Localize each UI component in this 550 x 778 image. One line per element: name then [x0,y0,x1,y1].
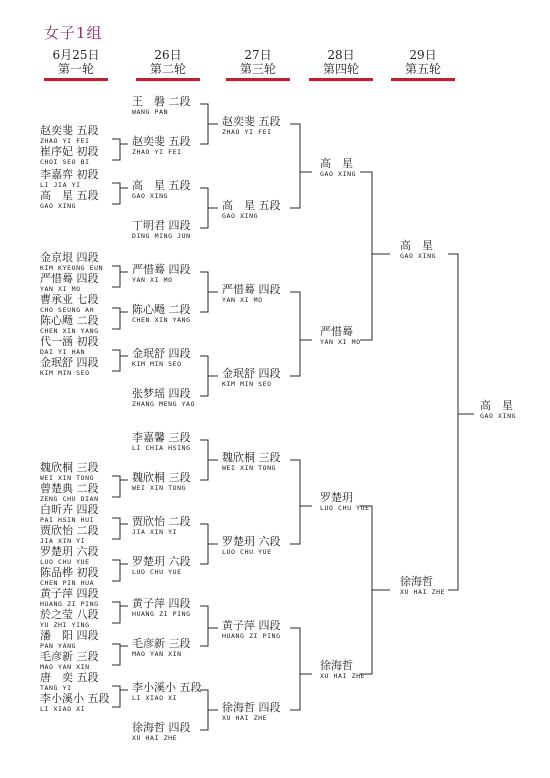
round-header-underline [391,78,455,81]
player-romanized: DING MING JUN [132,232,191,240]
round-label: 第二轮 [149,62,186,76]
player-romanized: ZHAO YI FEI [40,137,90,145]
player-name: 代一涵 初段 [40,335,99,348]
round3-bracket [290,292,312,376]
player-romanized: KIM KYEONG EUN [40,264,104,272]
player-romanized: CHEN PIN HUA [40,579,95,587]
player-romanized: XU HAI ZHE [400,588,446,596]
player-name: 高 星 [320,157,353,170]
round-label: 第一轮 [57,62,94,76]
player-romanized: LUO CHU YUE [222,548,272,556]
round-header-2 [130,48,206,76]
player-name: 金珉舒 四段 [222,367,281,380]
player-name: 魏欣桐 三段 [222,451,281,464]
round3-bracket [290,124,312,208]
player-name: 潘 阳 四段 [40,629,99,642]
player-name: 贾欣怡 二段 [40,524,99,537]
player-name: 贾欣怡 二段 [132,515,191,528]
player-name: 黄子萍 四段 [40,587,99,600]
round3-bracket [290,460,312,544]
player-romanized: KIM MIN SEO [222,380,272,388]
player-name: 徐海哲 [400,575,433,588]
player-romanized: ZHAO YI FEI [222,128,272,136]
round1-bracket [112,139,128,160]
round-header-underline [309,78,373,81]
round-header-1 [38,48,114,76]
round-header-3 [220,48,296,76]
player-romanized: WEI XIN TONG [222,464,277,472]
round-date: 29日 [409,48,437,62]
round-header-5 [385,48,461,76]
round2-bracket [200,104,218,144]
round1-bracket [112,183,128,204]
player-romanized: XU HAI ZHE [132,734,178,742]
player-romanized: ZHAO YI FEI [132,148,182,156]
player-name: 罗楚玥 六段 [132,555,191,568]
player-name: 赵奕斐 五段 [132,135,191,148]
player-romanized: LUO CHU YUE [320,504,370,512]
round1-bracket [112,266,128,287]
player-name: 高 星 [400,239,433,252]
player-name: 毛彦新 三段 [40,650,99,663]
player-romanized: CHO SEUNG AH [40,306,95,314]
player-name: 於之莹 八段 [40,608,99,621]
player-name: 赵奕斐 五段 [40,124,99,137]
player-romanized: CHEN XIN YANG [40,327,99,335]
player-name: 高 星 五段 [40,189,99,202]
player-romanized: LI XIAO XI [40,705,86,713]
player-name: 严惜蓦 四段 [222,283,281,296]
player-romanized: XU HAI ZHE [320,672,366,680]
player-name: 徐海哲 四段 [132,721,191,734]
player-name: 罗楚玥 六段 [40,545,99,558]
player-name: 黄子萍 四段 [132,597,191,610]
player-name: 徐海哲 [320,659,353,672]
player-name: 白昕卉 四段 [40,503,99,516]
player-romanized: GAO XING [320,170,357,178]
player-romanized: ZENG CHU DIAN [40,495,99,503]
round1-bracket [112,644,128,665]
player-name: 金京垠 四段 [40,251,99,264]
player-romanized: GAO XING [480,412,517,420]
round-header-underline [44,78,108,81]
player-romanized: ZHANG MENG YAO [132,400,196,408]
player-romanized: LI XIAO XI [132,694,178,702]
player-romanized: JIA XIN YI [132,528,178,536]
round1-bracket [112,350,128,371]
round1-bracket [112,686,128,707]
round2-bracket [200,606,218,646]
player-name: 张梦瑶 四段 [132,387,191,400]
player-romanized: TANG YI [40,684,72,692]
round1-bracket [112,476,128,497]
round1-bracket [112,602,128,623]
player-name: 魏欣桐 三段 [40,461,99,474]
player-romanized: LI JIA YI [40,181,81,189]
round3-bracket [290,628,312,710]
player-name: 李小溪小 五段 [40,692,110,705]
player-romanized: GAO XING [132,192,169,200]
player-romanized: PAN YANG [40,642,77,650]
player-romanized: HUANG ZI PING [132,610,191,618]
player-romanized: PAI HSIN HUI [40,516,95,524]
round-header-underline [136,78,200,81]
player-name: 金珉舒 四段 [132,347,191,360]
player-name: 崔序妃 初段 [40,145,99,158]
round-label: 第五轮 [404,62,441,76]
player-romanized: WEI XIN TONG [40,474,95,482]
round-date: 6月25日 [52,48,100,62]
player-romanized: CHEN XIN YANG [132,316,191,324]
round2-bracket [200,272,218,312]
player-name: 赵奕斐 五段 [222,115,281,128]
player-name: 徐海哲 四段 [222,701,281,714]
player-name: 高 星 [480,399,513,412]
player-romanized: DAI YI HAN [40,348,86,356]
round1-bracket [112,308,128,329]
player-name: 罗楚玥 [320,491,353,504]
player-romanized: GAO XING [40,202,77,210]
player-romanized: LI CHIA HSING [132,444,191,452]
player-name: 丁明君 四段 [132,219,191,232]
player-name: 陈心飏 二段 [40,314,99,327]
player-romanized: CHOI SEO BI [40,158,90,166]
player-name: 陈心飏 二段 [132,303,191,316]
group-title: 女子1组 [44,24,103,42]
round2-bracket [200,356,218,396]
round-date: 27日 [244,48,272,62]
player-romanized: HUANG ZI PING [40,600,99,608]
player-name: 陈品桦 初段 [40,566,99,579]
player-name: 严惜蓦 四段 [132,263,191,276]
player-romanized: MAO YAN XIN [40,663,90,671]
player-romanized: GAO XING [400,252,437,260]
player-name: 严惜蓦 [320,325,353,338]
player-name: 曹承亚 七段 [40,293,99,306]
player-name: 毛彦新 三段 [132,637,191,650]
player-name: 魏欣桐 三段 [132,471,191,484]
player-name: 李嘉弈 初段 [40,168,99,181]
round4-bracket [360,506,390,674]
round1-bracket [112,518,128,539]
round4-bracket [360,172,390,340]
player-romanized: GAO XING [222,212,259,220]
round-label: 第四轮 [322,62,359,76]
player-romanized: YAN XI MO [320,338,361,346]
round-label: 第三轮 [239,62,276,76]
player-romanized: XU HAI ZHE [222,714,268,722]
player-romanized: YAN XI MO [40,285,81,293]
player-name: 李嘉馨 三段 [132,431,191,444]
player-romanized: HUANG ZI PING [222,632,281,640]
round2-bracket [200,690,218,730]
player-name: 罗楚玥 六段 [222,535,281,548]
player-romanized: JIA XIN YI [40,537,86,545]
player-name: 高 星 五段 [222,199,281,212]
round2-bracket [200,440,218,480]
player-romanized: YAN XI MO [132,276,173,284]
round-header-underline [226,78,290,81]
player-romanized: WANG PAN [132,108,169,116]
round1-bracket [112,560,128,581]
player-name: 曾楚典 二段 [40,482,99,495]
round-date: 28日 [327,48,355,62]
player-romanized: LUO CHU YUE [40,558,90,566]
player-name: 黄子萍 四段 [222,619,281,632]
player-romanized: MAO YAN XIN [132,650,182,658]
round-date: 26日 [154,48,182,62]
round2-bracket [200,524,218,564]
round-header-4 [303,48,379,76]
player-name: 唐 奕 五段 [40,671,99,684]
player-romanized: WEI XIN TONG [132,484,187,492]
player-name: 李小溪小 五段 [132,681,202,694]
player-romanized: KIM MIN SEO [132,360,182,368]
player-romanized: YAN XI MO [222,296,263,304]
player-romanized: KIM MIN SEO [40,369,90,377]
player-romanized: YU ZHI YING [40,621,90,629]
round2-bracket [200,188,218,228]
round5-bracket [448,254,474,590]
player-name: 严惜蓦 四段 [40,272,99,285]
player-name: 王 磐 二段 [132,95,191,108]
player-name: 金珉舒 四段 [40,356,99,369]
player-name: 高 星 五段 [132,179,191,192]
player-romanized: LUO CHU YUE [132,568,182,576]
